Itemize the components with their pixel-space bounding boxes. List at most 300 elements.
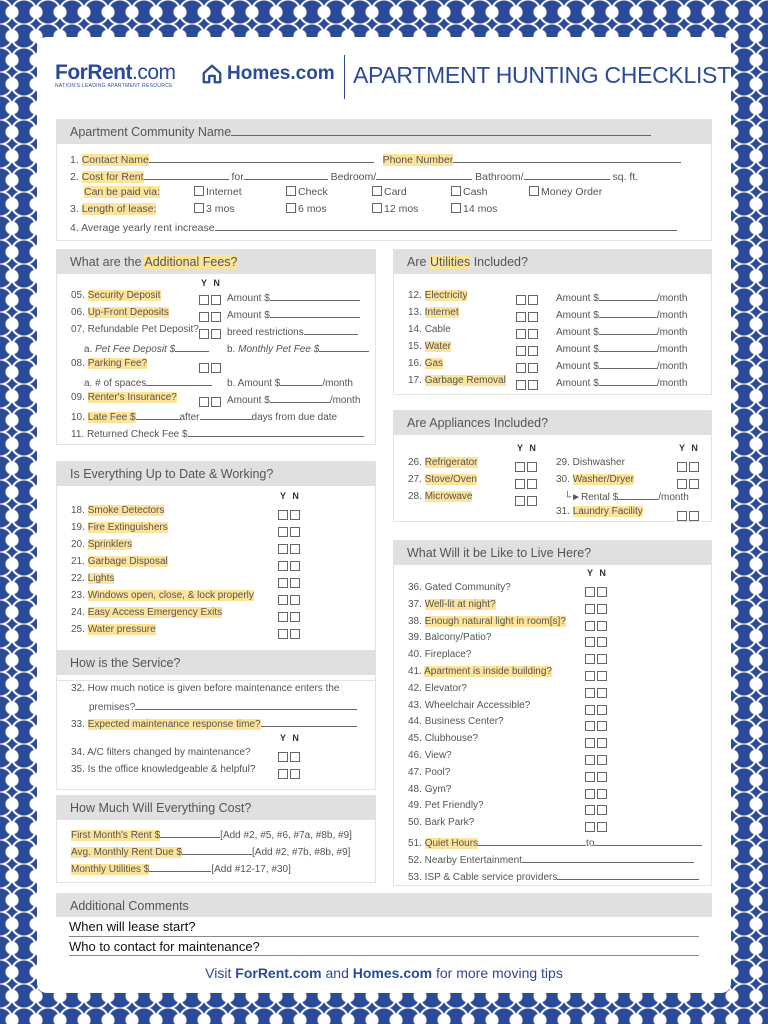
item-number: 24.: [71, 607, 85, 618]
yes-checkbox[interactable]: [278, 769, 288, 779]
no-checkbox[interactable]: [597, 789, 607, 799]
yes-checkbox[interactable]: [199, 312, 209, 322]
no-checkbox[interactable]: [597, 671, 607, 681]
late-fee-field[interactable]: [136, 409, 180, 420]
isp-field[interactable]: [557, 869, 699, 880]
item-number: 2.: [70, 171, 79, 183]
per-month: /month: [656, 378, 688, 389]
yes-checkbox[interactable]: [585, 688, 595, 698]
live-53: [408, 869, 699, 883]
sqft-label: sq. ft.: [612, 171, 639, 183]
working-item: [71, 607, 222, 618]
live-item: [408, 649, 471, 660]
utilities-heading: [394, 250, 711, 274]
lease-3[interactable]: [194, 203, 235, 215]
item-label: Gated Community?: [424, 582, 511, 593]
live-item: [408, 683, 467, 694]
yes-checkbox[interactable]: [677, 479, 687, 489]
amount-label: Amount $: [227, 395, 270, 406]
item-number: 44.: [408, 716, 422, 728]
yn-boxes[interactable]: [585, 650, 609, 668]
phone-field[interactable]: [453, 152, 681, 163]
amount-field[interactable]: [599, 358, 657, 369]
no-checkbox[interactable]: [528, 380, 538, 390]
no-checkbox[interactable]: [689, 511, 699, 521]
item-number: 38.: [408, 615, 422, 627]
yes-checkbox[interactable]: [585, 805, 595, 815]
lease-14[interactable]: [451, 203, 497, 215]
no-checkbox[interactable]: [290, 612, 300, 622]
no-checkbox[interactable]: [527, 496, 537, 506]
parking-amount-field[interactable]: [280, 375, 322, 386]
no-checkbox[interactable]: [211, 397, 221, 407]
per-month: /month: [329, 395, 361, 406]
yn-boxes[interactable]: [677, 458, 701, 476]
yn-boxes[interactable]: [585, 818, 609, 836]
item-label: Wheelchair Accessible?: [424, 699, 531, 711]
forrent-link[interactable]: ForRent.com: [235, 965, 322, 981]
yn-boxes[interactable]: [516, 342, 540, 360]
item-number: 05.: [71, 290, 85, 301]
yes-checkbox[interactable]: [278, 752, 288, 762]
utilities-heading-highlight: Utilities: [429, 255, 471, 269]
checkbox[interactable]: [451, 186, 461, 196]
yes-checkbox[interactable]: [677, 462, 687, 472]
no-checkbox[interactable]: [597, 738, 607, 748]
item-number: 13.: [408, 307, 422, 318]
item-label: Bark Park?: [424, 817, 475, 829]
yn-boxes[interactable]: [278, 765, 302, 783]
yes-checkbox[interactable]: [199, 295, 209, 305]
rent-increase-label: 4. Average yearly rent increase: [70, 222, 215, 234]
lease-6[interactable]: [286, 203, 327, 215]
no-checkbox[interactable]: [689, 462, 699, 472]
yn-boxes[interactable]: [585, 734, 609, 752]
working-heading: Is Everything Up to Date & Working?: [57, 462, 375, 486]
checkbox[interactable]: [529, 186, 539, 196]
forrent-com: .com: [132, 61, 176, 84]
no-checkbox[interactable]: [597, 621, 607, 631]
yn-boxes[interactable]: [585, 667, 609, 685]
no-checkbox[interactable]: [597, 637, 607, 647]
yn-boxes[interactable]: [516, 308, 540, 326]
item-number: 15.: [408, 341, 422, 352]
checkbox[interactable]: [372, 203, 382, 213]
spaces-field[interactable]: [146, 375, 212, 386]
yes-checkbox[interactable]: [585, 822, 595, 832]
item-number: 26.: [408, 457, 422, 468]
yn-boxes[interactable]: [585, 701, 609, 719]
yn-boxes[interactable]: [585, 633, 609, 651]
bedroom-count-field[interactable]: [244, 169, 328, 180]
no-checkbox[interactable]: [597, 604, 607, 614]
yn-boxes[interactable]: [515, 475, 539, 493]
notice-field[interactable]: [135, 699, 357, 710]
fee-05: [71, 290, 161, 301]
item-label: Expected maintenance response time?: [87, 719, 261, 730]
yn-boxes[interactable]: [585, 684, 609, 702]
appliance-29: 29. Dishwasher: [556, 457, 625, 468]
item-label: Stove/Oven: [424, 474, 477, 485]
utilities-heading-text: Included?: [470, 255, 528, 269]
yn-boxes[interactable]: [278, 506, 302, 524]
yn-boxes[interactable]: [585, 768, 609, 786]
yes-checkbox[interactable]: [278, 544, 288, 554]
no-checkbox[interactable]: [528, 312, 538, 322]
yes-checkbox[interactable]: [278, 510, 288, 520]
yn-boxes[interactable]: [516, 359, 540, 377]
contact-row: [70, 152, 681, 166]
yes-checkbox[interactable]: [516, 380, 526, 390]
yes-checkbox[interactable]: [585, 789, 595, 799]
amount-label: Amount $: [227, 293, 270, 304]
yn-boxes[interactable]: [515, 492, 539, 510]
yes-checkbox[interactable]: [515, 462, 525, 472]
working-item: [71, 590, 254, 601]
yes-checkbox[interactable]: [515, 479, 525, 489]
utility-item: [408, 358, 443, 369]
rental-field[interactable]: [618, 489, 658, 500]
yes-checkbox[interactable]: [199, 329, 209, 339]
to-label: to: [586, 838, 595, 849]
checkbox[interactable]: [194, 186, 204, 196]
yn-boxes[interactable]: [585, 751, 609, 769]
yn-boxes[interactable]: [516, 291, 540, 309]
no-checkbox[interactable]: [597, 688, 607, 698]
live-item: [408, 599, 496, 610]
yn-boxes[interactable]: [585, 717, 609, 735]
no-checkbox[interactable]: [689, 479, 699, 489]
yes-checkbox[interactable]: [585, 654, 595, 664]
utility-item: [408, 290, 467, 301]
no-checkbox[interactable]: [290, 752, 300, 762]
checkbox[interactable]: [286, 203, 296, 213]
live-item: [408, 666, 552, 677]
item-number: 25.: [71, 624, 85, 635]
monthly-pet-fee-field[interactable]: [319, 341, 369, 352]
no-checkbox[interactable]: [597, 805, 607, 815]
appliance-item: [408, 457, 478, 468]
no-checkbox[interactable]: [597, 654, 607, 664]
utilities-cost-row: [71, 861, 291, 875]
item-label: Monthly Pet Fee $: [238, 344, 320, 355]
no-checkbox[interactable]: [597, 822, 607, 832]
checkbox[interactable]: [372, 186, 382, 196]
amount-field[interactable]: [599, 290, 657, 301]
no-checkbox[interactable]: [597, 721, 607, 731]
pet-deposit-field[interactable]: [175, 341, 209, 352]
returned-check-field[interactable]: [188, 426, 364, 437]
item-label: premises?: [89, 702, 136, 713]
service-section: [56, 650, 376, 790]
no-checkbox[interactable]: [290, 510, 300, 520]
checkbox[interactable]: [286, 186, 296, 196]
community-name-field[interactable]: [231, 125, 651, 136]
utilities-heading-text: Are: [407, 255, 430, 269]
yes-checkbox[interactable]: [278, 629, 288, 639]
yes-checkbox[interactable]: [585, 738, 595, 748]
amount: [227, 307, 360, 321]
amount-field[interactable]: [599, 324, 657, 335]
no-checkbox[interactable]: [211, 312, 221, 322]
after-label: after: [179, 412, 200, 423]
quiet-to-field[interactable]: [594, 835, 702, 846]
yn-boxes[interactable]: [199, 291, 223, 309]
item-number: 49.: [408, 800, 422, 812]
item-label: Pet Fee Deposit $: [95, 344, 176, 355]
yn-boxes[interactable]: [515, 458, 539, 476]
item-number: b.: [227, 344, 236, 355]
no-checkbox[interactable]: [290, 527, 300, 537]
amount-field[interactable]: [599, 341, 657, 352]
yes-checkbox[interactable]: [515, 496, 525, 506]
item-number: 12.: [408, 290, 422, 301]
amount-field[interactable]: [270, 290, 360, 301]
rent-row: [70, 169, 638, 183]
no-checkbox[interactable]: [211, 363, 221, 373]
cost-heading: How Much Will Everything Cost?: [57, 796, 375, 820]
item-number: 20.: [71, 539, 85, 550]
amount-label: Amount $: [227, 310, 270, 321]
no-checkbox[interactable]: [597, 755, 607, 765]
amount-label: Amount $: [556, 293, 599, 304]
sqft-field[interactable]: [524, 169, 610, 180]
live-item: [408, 632, 491, 643]
footer-text: for more moving tips: [432, 965, 563, 981]
utility-item: [408, 307, 459, 318]
yes-checkbox[interactable]: [278, 595, 288, 605]
yes-no-header: Y N: [517, 443, 538, 453]
arrow-icon: └►: [564, 492, 581, 503]
no-checkbox[interactable]: [528, 329, 538, 339]
yes-checkbox[interactable]: [585, 755, 595, 765]
fee-07b: [227, 341, 369, 355]
yes-checkbox[interactable]: [585, 721, 595, 731]
yes-checkbox[interactable]: [585, 587, 595, 597]
no-checkbox[interactable]: [290, 629, 300, 639]
live-item: [408, 733, 478, 744]
no-checkbox[interactable]: [528, 295, 538, 305]
live-item: [408, 784, 451, 795]
response-time-field[interactable]: [261, 716, 357, 727]
yes-checkbox[interactable]: [516, 346, 526, 356]
fee-08a: [84, 375, 212, 389]
yes-checkbox[interactable]: [516, 363, 526, 373]
item-number: 43.: [408, 699, 422, 711]
contact-name-field[interactable]: [149, 152, 374, 163]
item-label: 11. Returned Check Fee $: [71, 429, 188, 440]
yn-boxes[interactable]: [585, 583, 609, 601]
amount-field[interactable]: [270, 307, 360, 318]
yes-checkbox[interactable]: [278, 561, 288, 571]
item-number: 36.: [408, 582, 422, 593]
item-number: 17.: [408, 375, 422, 386]
amount: [556, 375, 687, 389]
service-32: 32. How much notice is given before maintenance enters the: [71, 683, 340, 694]
item-number: 37.: [408, 598, 422, 610]
no-checkbox[interactable]: [290, 544, 300, 554]
no-checkbox[interactable]: [597, 705, 607, 715]
yes-checkbox[interactable]: [585, 705, 595, 715]
community-heading: [57, 120, 711, 144]
yes-checkbox[interactable]: [516, 312, 526, 322]
yes-checkbox[interactable]: [278, 578, 288, 588]
yes-checkbox[interactable]: [516, 295, 526, 305]
yes-checkbox[interactable]: [585, 621, 595, 631]
service-heading: How is the Service?: [57, 651, 375, 675]
item-label: Clubhouse?: [424, 733, 479, 745]
no-checkbox[interactable]: [290, 578, 300, 588]
item-number: 51.: [408, 838, 422, 849]
forrent-logo: [55, 61, 176, 89]
item-label: Washer/Dryer: [572, 474, 634, 485]
item-label: Microwave: [424, 491, 473, 502]
live-item: [408, 716, 504, 727]
item-number: 06.: [71, 307, 85, 318]
item-number: a.: [84, 344, 93, 355]
item-label: Balcony/Patio?: [424, 632, 492, 644]
fee-07: [71, 324, 199, 335]
rent-increase-field[interactable]: [215, 220, 677, 231]
item-number: 48.: [408, 783, 422, 795]
entertainment-field[interactable]: [522, 852, 694, 863]
header: [37, 37, 731, 117]
yes-checkbox[interactable]: [278, 612, 288, 622]
item-number: 41.: [408, 666, 422, 677]
utilities-cost-ref: [Add #12-17, #30]: [211, 864, 291, 875]
amount-field[interactable]: [599, 375, 657, 386]
yes-checkbox[interactable]: [585, 637, 595, 647]
yn-boxes[interactable]: [278, 608, 302, 626]
no-checkbox[interactable]: [527, 479, 537, 489]
rent-field[interactable]: [144, 169, 229, 180]
avg-rent-field[interactable]: [182, 844, 252, 855]
option-label: Check: [298, 186, 328, 198]
yn-boxes[interactable]: [278, 591, 302, 609]
yn-boxes[interactable]: [278, 625, 302, 643]
checkbox[interactable]: [451, 203, 461, 213]
yes-checkbox[interactable]: [585, 671, 595, 681]
yn-boxes[interactable]: [585, 600, 609, 618]
amount-label: Amount $: [556, 327, 599, 338]
no-checkbox[interactable]: [527, 462, 537, 472]
no-checkbox[interactable]: [290, 561, 300, 571]
yn-boxes[interactable]: [278, 574, 302, 592]
item-label: Refrigerator: [424, 457, 478, 468]
breed-field[interactable]: [304, 324, 358, 335]
homes-link[interactable]: Homes.com: [352, 965, 433, 981]
yes-checkbox[interactable]: [516, 329, 526, 339]
yes-checkbox[interactable]: [278, 527, 288, 537]
amount-field[interactable]: [599, 307, 657, 318]
amount-field[interactable]: [270, 392, 330, 403]
yn-boxes[interactable]: [585, 801, 609, 819]
no-checkbox[interactable]: [597, 587, 607, 597]
working-item: [71, 624, 156, 635]
item-label: Late Fee $: [87, 412, 136, 423]
no-checkbox[interactable]: [211, 329, 221, 339]
quiet-from-field[interactable]: [478, 835, 586, 846]
yes-checkbox[interactable]: [199, 397, 209, 407]
yes-checkbox[interactable]: [677, 511, 687, 521]
yn-boxes[interactable]: [516, 325, 540, 343]
pay-cash[interactable]: [451, 186, 488, 198]
no-checkbox[interactable]: [597, 772, 607, 782]
live-item: [408, 817, 474, 828]
yn-boxes[interactable]: [199, 308, 223, 326]
yn-boxes[interactable]: [516, 376, 540, 394]
pay-internet[interactable]: [194, 186, 242, 198]
phone-label: Phone Number: [382, 154, 454, 166]
working-item: [71, 505, 164, 516]
comment-underline: [69, 955, 699, 956]
item-label: Enough natural light in room[s]?: [424, 615, 566, 627]
forrent-tagline: NATION'S LEADING APARTMENT RESOURCE: [55, 83, 173, 89]
item-label: Gym?: [424, 783, 452, 795]
live-51: [408, 835, 702, 849]
no-checkbox[interactable]: [290, 769, 300, 779]
yes-checkbox[interactable]: [585, 772, 595, 782]
item-number: 30.: [556, 474, 570, 485]
no-checkbox[interactable]: [211, 295, 221, 305]
per-month: /month: [656, 344, 688, 355]
working-item: [71, 573, 114, 584]
per-month: /month: [658, 492, 689, 503]
pay-card[interactable]: [372, 186, 407, 198]
yn-boxes[interactable]: [585, 785, 609, 803]
late-days-field[interactable]: [200, 409, 252, 420]
amount: [556, 358, 687, 372]
item-label: Internet: [424, 307, 459, 318]
comment-line-2[interactable]: Who to contact for maintenance?: [69, 939, 260, 954]
item-label: Water: [424, 341, 451, 352]
days-label: days from due date: [251, 412, 338, 423]
bathroom-label: Bathroom/: [475, 171, 524, 183]
yn-boxes[interactable]: [585, 617, 609, 635]
yn-boxes[interactable]: [278, 540, 302, 558]
yes-checkbox[interactable]: [199, 363, 209, 373]
yes-no-header: Y N: [679, 443, 700, 453]
yn-boxes[interactable]: [278, 748, 302, 766]
utilities-cost-field[interactable]: [149, 861, 211, 872]
no-checkbox[interactable]: [290, 595, 300, 605]
page-title: APARTMENT HUNTING CHECKLIST: [353, 62, 731, 88]
pay-money-order[interactable]: [529, 186, 602, 198]
pay-check[interactable]: [286, 186, 328, 198]
comment-line-1[interactable]: When will lease start?: [69, 919, 196, 934]
item-label: Quiet Hours: [424, 838, 479, 849]
yes-checkbox[interactable]: [585, 604, 595, 614]
fee-09: [71, 392, 177, 403]
no-checkbox[interactable]: [528, 346, 538, 356]
fee-08b: [227, 375, 353, 389]
first-month-field[interactable]: [160, 827, 220, 838]
item-label: 53. ISP & Cable service providers: [408, 872, 558, 883]
item-label: Parking Fee?: [87, 358, 148, 369]
bathroom-count-field[interactable]: [376, 169, 472, 180]
yn-boxes[interactable]: [278, 557, 302, 575]
service-34: 34. A/C filters changed by maintenance?: [71, 747, 251, 758]
checkbox[interactable]: [194, 203, 204, 213]
amount-label: Amount $: [556, 344, 599, 355]
yn-boxes[interactable]: [677, 507, 701, 525]
item-number: 23.: [71, 590, 85, 601]
yn-boxes[interactable]: [278, 523, 302, 541]
amount-label: Amount $: [556, 361, 599, 372]
no-checkbox[interactable]: [528, 363, 538, 373]
item-label: 52. Nearby Entertainment: [408, 855, 522, 866]
lease-12[interactable]: [372, 203, 418, 215]
